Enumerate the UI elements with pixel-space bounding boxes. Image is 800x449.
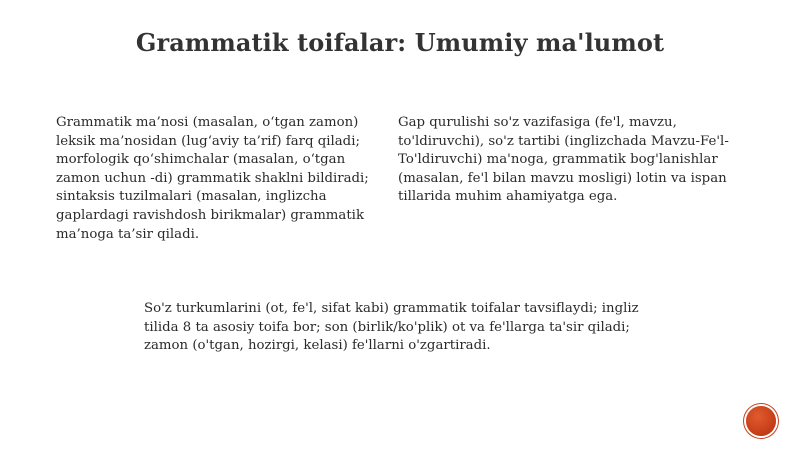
circle-nav-icon[interactable]	[746, 406, 776, 436]
text-block-left: Grammatik ma’nosi (masalan, o‘tgan zamon) leksik ma’nosidan (lug‘aviy ta’rif) farq qiladi; morfologik qo‘shimchalar (masalan, o‘tgan zamon uchun -di) grammatik shaklni bildiradi; sintaksis tuzilmalari (masalan, inglizcha gaplardagi ravishdosh birikmalar) grammatik ma’noga ta’sir qiladi.	[56, 115, 369, 242]
text-block-bottom: So'z turkumlarini (ot, fe'l, sifat kabi) grammatik toifalar tavsiflaydi; ingliz tilida 8 ta asosiy toifa bor; son (birlik/ko'plik) ot va fe'llarga ta'sir qiladi; zamon (o'tgan, hozirgi, kelasi) fe'llarni o'zgartiradi.	[144, 301, 639, 354]
text-block-right: Gap qurulishi so'z vazifasiga (fe'l, mavzu, to'ldiruvchi), so'z tartibi (inglizchada Mavzu-Fe'l-To'ldiruvchi) ma'noga, grammatik bog'lanishlar (masalan, fe'l bilan mavzu mosligi) lotin va ispan tillarida muhim ahamiyatga ega.	[398, 115, 729, 205]
slide-title: Grammatik toifalar: Umumiy ma'lumot	[135, 28, 665, 57]
